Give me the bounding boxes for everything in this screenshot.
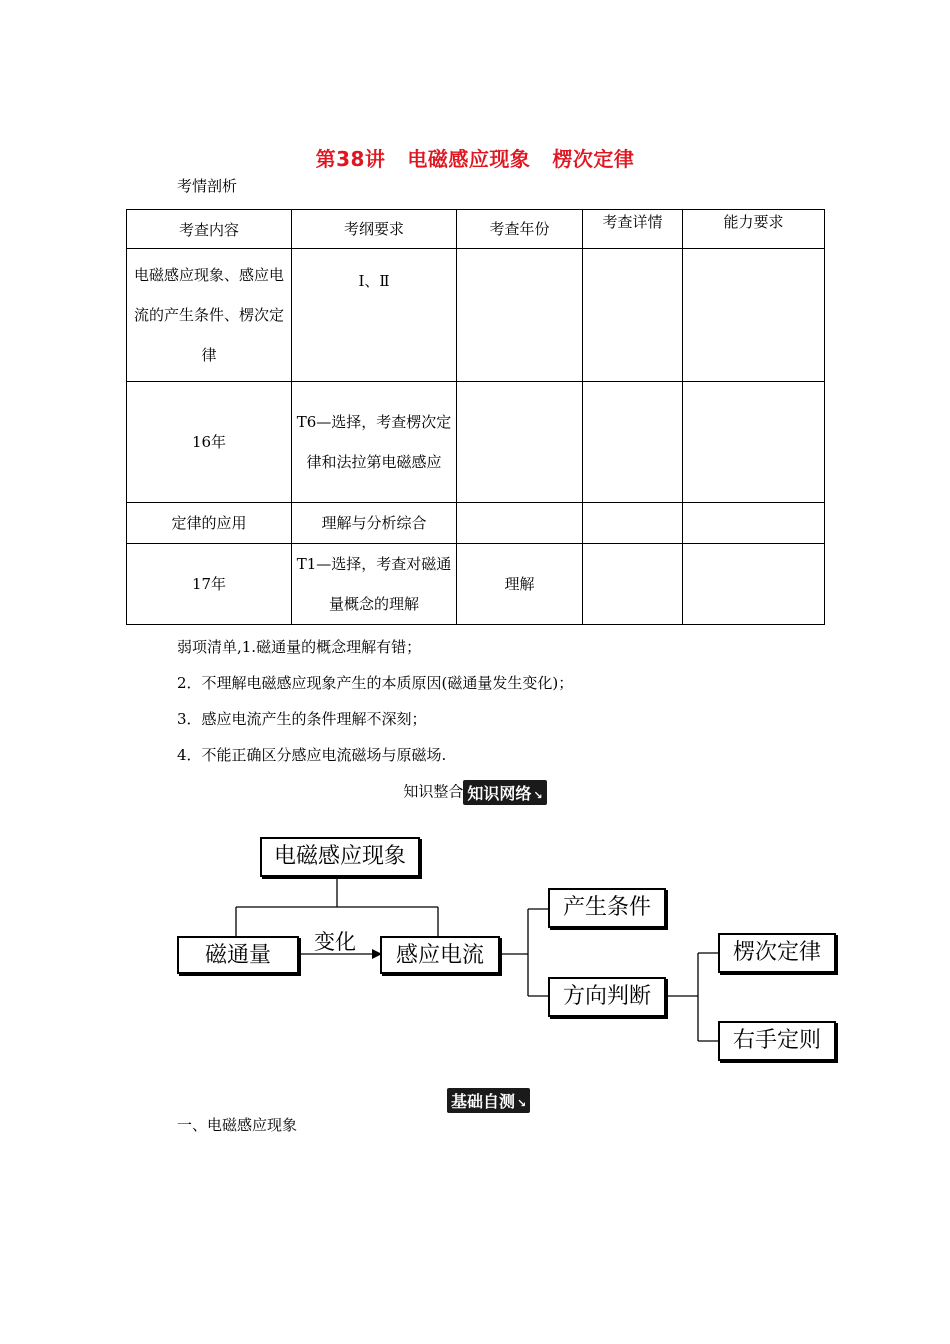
weak-point-item: 4．不能正确区分感应电流磁场与原磁场. bbox=[177, 746, 447, 764]
section-analysis-label: 考情剖析 bbox=[177, 177, 238, 195]
table-header: 考查年份 bbox=[457, 210, 583, 249]
table-header: 考纲要求 bbox=[292, 210, 457, 249]
banner-text: 基础自测 bbox=[451, 1092, 516, 1111]
title-topic: 电磁感应现象 bbox=[407, 147, 531, 171]
change-label: 变化 bbox=[314, 930, 356, 954]
knowledge-label: 知识整合 bbox=[403, 782, 464, 801]
table-cell: 17年 bbox=[127, 544, 292, 625]
concept-induced-current: 感应电流 bbox=[380, 936, 500, 974]
table-cell: Ⅰ、Ⅱ bbox=[292, 249, 457, 382]
concept-lenz-law: 楞次定律 bbox=[718, 933, 836, 973]
table-header: 考查详情 bbox=[583, 210, 683, 249]
table-cell: 16年 bbox=[127, 382, 292, 503]
table-cell: T1—选择，考查对磁通量概念的理解 bbox=[292, 544, 457, 625]
self-test-banner bbox=[447, 1088, 530, 1113]
corner-arrow-icon: ↘ bbox=[533, 789, 543, 802]
table-cell: 理解与分析综合 bbox=[292, 503, 457, 544]
table-cell: T6—选择，考查楞次定律和法拉第电磁感应 bbox=[292, 382, 457, 503]
section-heading: 一、电磁感应现象 bbox=[177, 1116, 298, 1134]
weak-point-item: 弱项清单,1.磁通量的概念理解有错； bbox=[177, 638, 422, 656]
title-lecture: 第38讲 bbox=[315, 147, 386, 171]
title-law: 楞次定律 bbox=[552, 147, 635, 171]
table-cell: 定律的应用 bbox=[127, 503, 292, 544]
concept-right-hand-rule: 右手定则 bbox=[718, 1021, 836, 1061]
concept-generation-condition: 产生条件 bbox=[548, 888, 666, 928]
table-header: 考查内容 bbox=[127, 210, 292, 249]
concept-direction-judgement: 方向判断 bbox=[548, 977, 666, 1017]
banner-text: 知识网络 bbox=[467, 784, 532, 803]
table-cell: 电磁感应现象、感应电流的产生条件、楞次定律 bbox=[127, 249, 292, 382]
table-header: 能力要求 bbox=[683, 210, 825, 249]
table-cell: 理解 bbox=[457, 544, 583, 625]
corner-arrow-icon: ↘ bbox=[517, 1097, 527, 1110]
concept-flux: 磁通量 bbox=[177, 936, 299, 974]
weak-point-item: 3．感应电流产生的条件理解不深刻； bbox=[177, 710, 427, 728]
weak-point-item: 2．不理解电磁感应现象产生的本质原因(磁通量发生变化)； bbox=[177, 674, 574, 692]
concept-phenomenon: 电磁感应现象 bbox=[260, 837, 420, 877]
